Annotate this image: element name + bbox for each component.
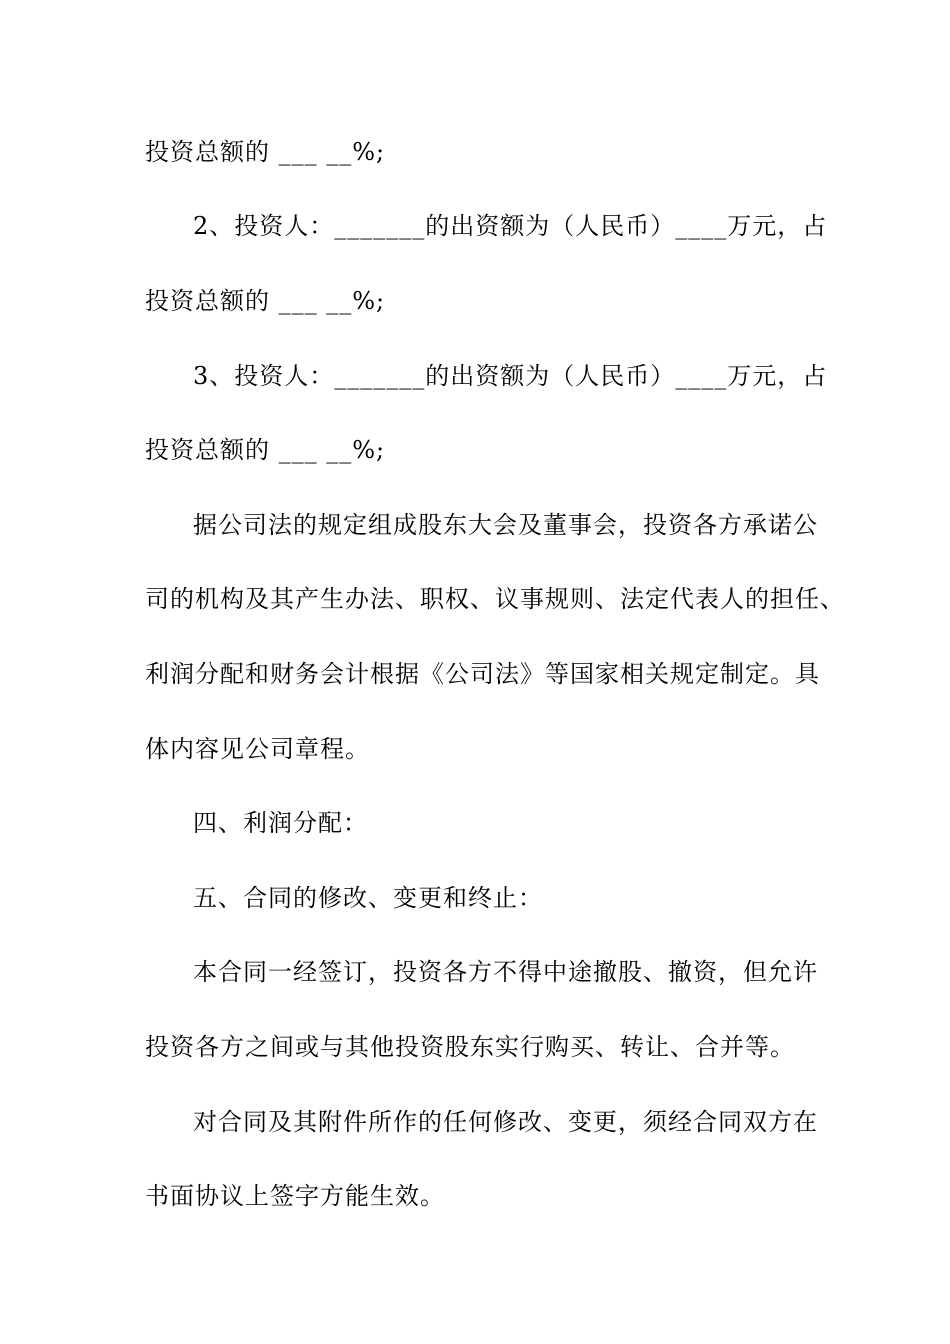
text-line-14: 对合同及其附件所作的任何修改、变更，须经合同双方在	[193, 1108, 818, 1136]
text-line-11: 五、合同的修改、变更和终止：	[193, 884, 543, 912]
text-line-8: 利润分配和财务会计根据《公司法》等国家相关规定制定。具	[145, 660, 820, 688]
text-line-9: 体内容见公司章程。	[145, 735, 370, 763]
text-line-13: 投资各方之间或与其他投资股东实行购买、转让、合并等。	[145, 1033, 795, 1061]
text-line-5: 投资总额的 ___ __%;	[145, 436, 386, 464]
text-line-1: 投资总额的 ___ __%;	[145, 138, 386, 166]
text-line-7: 司的机构及其产生办法、职权、议事规则、法定代表人的担任、	[145, 585, 845, 613]
text-line-10: 四、利润分配：	[193, 809, 368, 837]
text-line-12: 本合同一经签订，投资各方不得中途撤股、撤资，但允许	[193, 958, 818, 986]
text-line-4: 3、投资人：_______的出资额为（人民币）____万元，占	[193, 362, 828, 390]
text-line-6: 据公司法的规定组成股东大会及董事会，投资各方承诺公	[193, 511, 818, 539]
text-line-2: 2、投资人：_______的出资额为（人民币）____万元，占	[193, 212, 828, 240]
text-line-3: 投资总额的 ___ __%;	[145, 287, 386, 315]
text-line-15: 书面协议上签字方能生效。	[145, 1182, 445, 1210]
